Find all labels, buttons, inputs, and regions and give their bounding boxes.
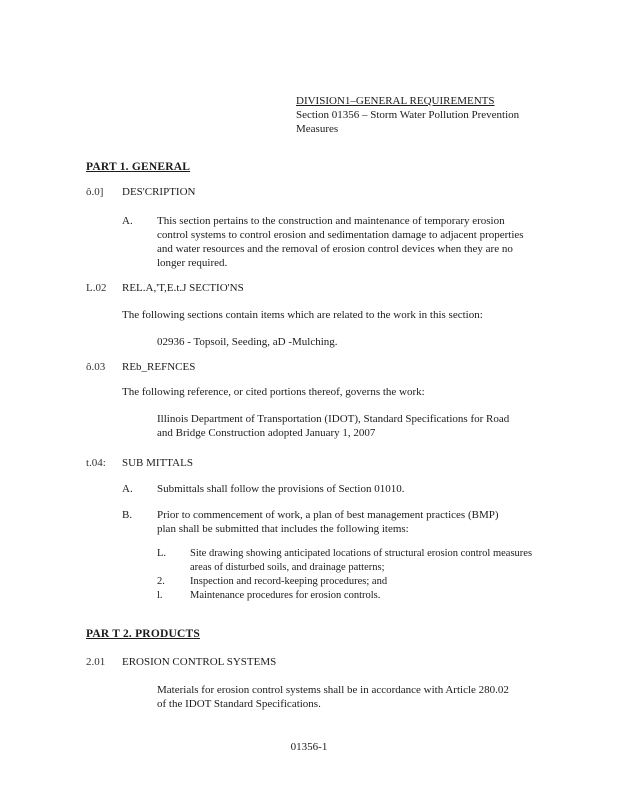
division-title: DIVISION1–GENERAL REQUIREMENTS [296,95,495,107]
s3-number: ô.03 [86,361,106,373]
s4-item1-number: L. [157,548,167,559]
s3-reference [157,412,509,440]
s4-number: t.04: [86,457,106,469]
s3-ref-line1: Illinois Department of Transportation (IDOT), Standard Specifications for Road [157,413,510,425]
s1-title: DES'CRIPTION [122,186,196,198]
s4-b-paragraph [157,508,537,536]
s4-item1-line2: areas of disturbed soils, and drainage patterns; [190,562,385,573]
s4-title: SUB MITTALS [122,457,193,469]
s4-item2: Inspection and record-keeping procedures; and [190,576,388,587]
document-header [296,94,586,136]
s4-item3-number: l. [157,590,163,601]
p2-s1-title: EROSION CONTROL SYSTEMS [122,656,277,668]
s4-b-label: B. [122,509,133,521]
p2-s1-line2: of the IDOT Standard Specifications. [157,698,321,710]
s2-item: 02936 - Topsoil, Seeding, aD -Mulching. [157,336,338,348]
s2-text: The following sections contain items which are related to the work in this section: [122,309,483,321]
s4-a-text: Submittals shall follow the provisions of Section 01010. [157,483,405,495]
s4-item1 [190,547,540,575]
p2-s1-number: 2.01 [86,656,106,668]
s1-a-line3: and water resources and the removal of erosion control devices when they are no [157,243,513,255]
page-number: 01356-1 [290,741,328,753]
section-title-line1: Section 01356 – Storm Water Pollution Prevention [296,109,520,121]
s4-item2-number: 2. [157,576,165,587]
part2-heading: PAR T 2. PRODUCTS [86,628,200,640]
s1-a-label: A. [122,215,133,227]
s1-a-line4: longer required. [157,257,228,269]
s4-b-line2: plan shall be submitted that includes the following items: [157,523,409,535]
section-title-line2: Measures [296,123,339,135]
s2-number: L.02 [86,282,107,294]
s3-ref-line2: and Bridge Construction adopted January 1, 2007 [157,427,376,439]
s1-a-paragraph [157,214,537,270]
s4-b-line1: Prior to commencement of work, a plan of best management practices (BMP) [157,509,499,521]
s4-item1-line1: Site drawing showing anticipated locations of structural erosion control measures [190,548,533,559]
part1-heading: PART 1. GENERAL [86,161,191,173]
s4-item3: Maintenance procedures for erosion controls. [190,590,381,601]
s1-a-line2: control systems to control erosion and sedimentation damage to adjacent properties [157,229,524,241]
s2-title: REL.A,'T,E.t.J SECTIO'NS [122,282,244,294]
s1-number: ô.0] [86,186,104,198]
s4-a-label: A. [122,483,133,495]
s3-title: REb_REFNCES [122,361,196,373]
s3-text: The following reference, or cited portions thereof, governs the work: [122,386,425,398]
p2-s1-paragraph [157,683,537,711]
p2-s1-line1: Materials for erosion control systems shall be in accordance with Article 280.02 [157,684,509,696]
s1-a-line1: This section pertains to the construction and maintenance of temporary erosion [157,215,505,227]
